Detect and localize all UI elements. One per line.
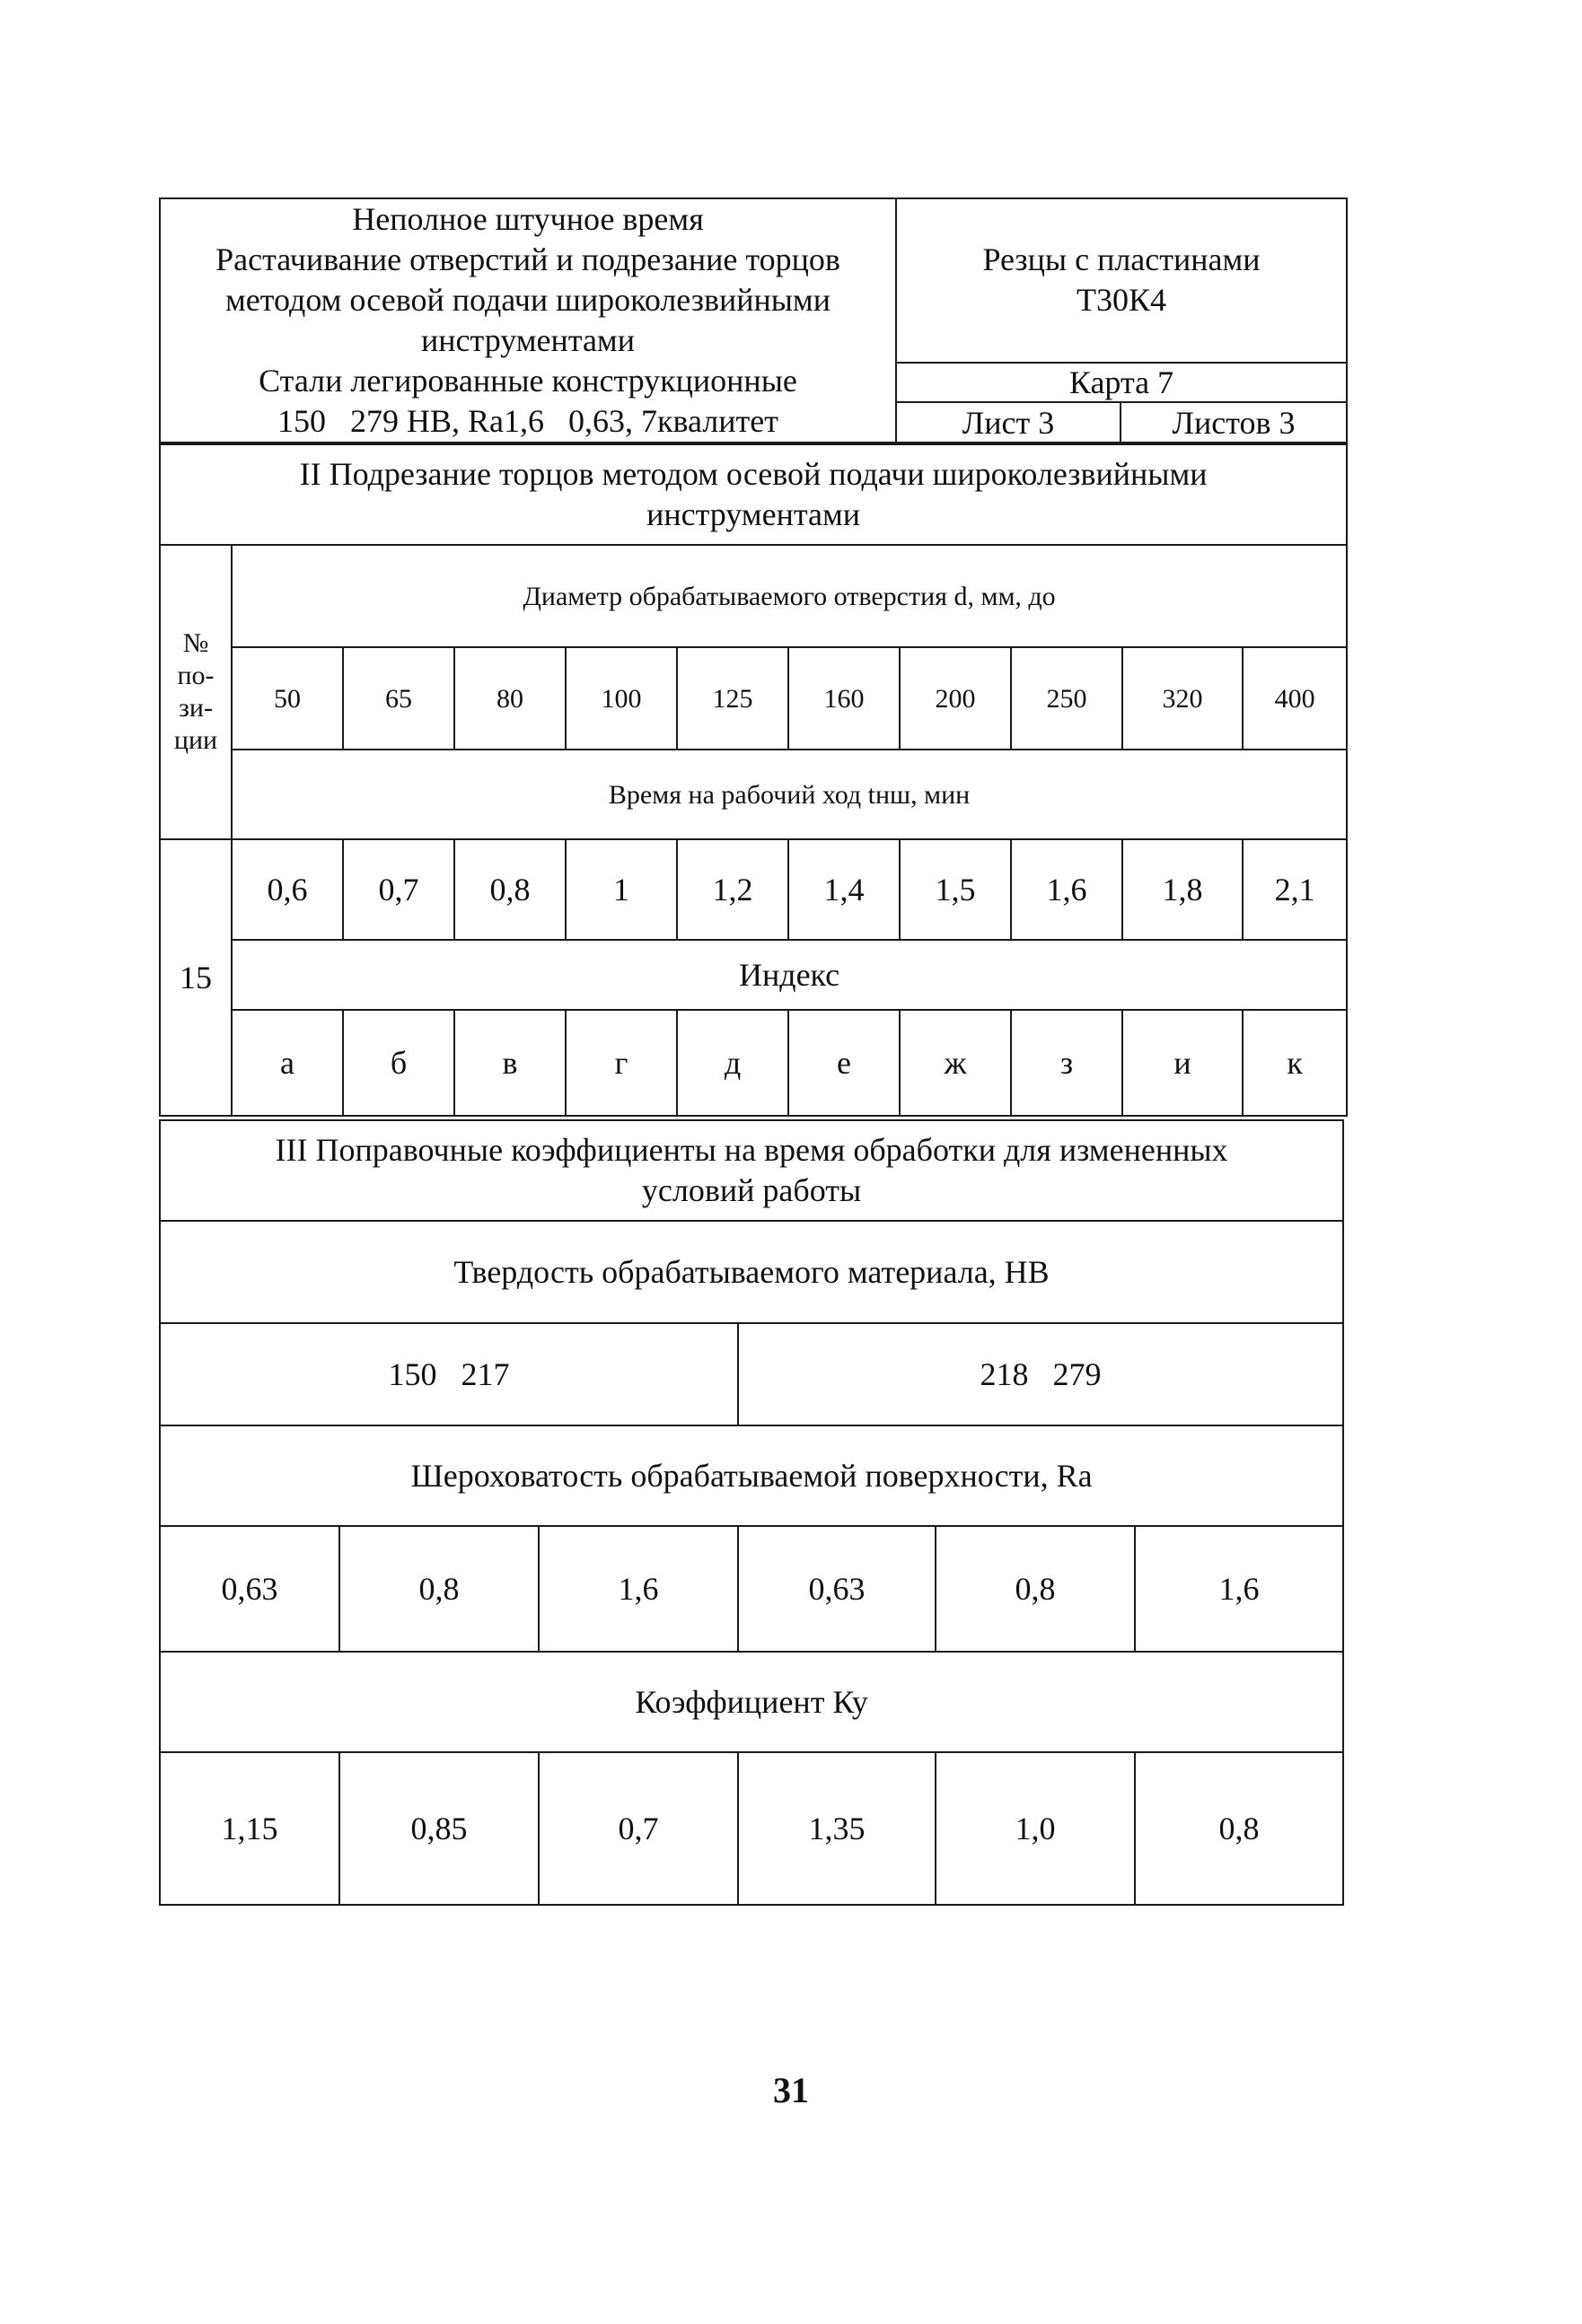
index-value: г xyxy=(566,1010,677,1116)
section-3-title-text: III Поправочные коэффициенты на время обработки для измененных условий работы xyxy=(275,1132,1228,1208)
time-value: 1,2 xyxy=(677,839,788,940)
header-title-line: 150 279 НВ, Ra1,6 0,63, 7квалитет xyxy=(277,403,778,439)
time-value: 1,5 xyxy=(900,839,1011,940)
header-title-cell xyxy=(160,198,896,443)
roughness-value: 0,8 xyxy=(936,1526,1135,1652)
diameter-header: Диаметр обрабатываемого отверстия d, мм, до xyxy=(232,545,1347,647)
diameter-value: 250 xyxy=(1011,647,1122,750)
time-value: 0,6 xyxy=(232,839,343,940)
coef-value: 1,0 xyxy=(936,1752,1135,1905)
time-value: 1,4 xyxy=(788,839,900,940)
section-3-title xyxy=(160,1120,1343,1221)
roughness-value: 0,63 xyxy=(160,1526,339,1652)
sheets-total: Листов 3 xyxy=(1121,402,1347,443)
tool-cell xyxy=(896,198,1347,363)
roughness-value: 1,6 xyxy=(1135,1526,1343,1652)
section-2-title xyxy=(160,444,1347,545)
index-value: ж xyxy=(900,1010,1011,1116)
index-value: б xyxy=(343,1010,454,1116)
position-label xyxy=(160,545,232,839)
coef-value: 0,85 xyxy=(339,1752,539,1905)
index-value: и xyxy=(1122,1010,1243,1116)
diameter-value: 100 xyxy=(566,647,677,750)
section-2-title-text: II Подрезание торцов методом осевой подачи широколезвийными инструментами xyxy=(299,456,1208,532)
diameter-value: 80 xyxy=(454,647,566,750)
coef-value: 0,7 xyxy=(539,1752,738,1905)
header-title-line: Неполное штучное время xyxy=(352,201,704,237)
diameter-value: 50 xyxy=(232,647,343,750)
card-number: Карта 7 xyxy=(896,363,1347,403)
hardness-header: Твердость обрабатываемого материала, НВ xyxy=(160,1221,1343,1323)
index-value: в xyxy=(454,1010,566,1116)
section-2-table xyxy=(159,443,1348,1117)
coef-value: 0,8 xyxy=(1135,1752,1343,1905)
diameter-value: 200 xyxy=(900,647,1011,750)
diameter-value: 65 xyxy=(343,647,454,750)
position-label-text: № по- зи- ции xyxy=(173,628,218,755)
coef-header: Коэффициент Ку xyxy=(160,1652,1343,1752)
sheet-number: Лист 3 xyxy=(896,402,1121,443)
index-value: е xyxy=(788,1010,900,1116)
roughness-value: 1,6 xyxy=(539,1526,738,1652)
position-number: 15 xyxy=(160,839,232,1116)
header-title-line: Растачивание отверстий и подрезание торцов xyxy=(215,241,840,277)
section-3-table xyxy=(159,1119,1344,1906)
index-value: з xyxy=(1011,1010,1122,1116)
roughness-value: 0,8 xyxy=(339,1526,539,1652)
header-title-line: Стали легированные конструкционные xyxy=(259,363,797,399)
tool-text: Резцы с пластинами Т30К4 xyxy=(982,241,1261,319)
header-title-line: методом осевой подачи широколезвийными xyxy=(225,282,831,318)
index-value: а xyxy=(232,1010,343,1116)
diameter-value: 400 xyxy=(1243,647,1347,750)
roughness-value: 0,63 xyxy=(738,1526,936,1652)
time-value: 1,8 xyxy=(1122,839,1243,940)
time-value: 1,6 xyxy=(1011,839,1122,940)
time-value: 1 xyxy=(566,839,677,940)
time-header: Время на рабочий ход tнш, мин xyxy=(232,750,1347,839)
diameter-value: 160 xyxy=(788,647,900,750)
index-value: к xyxy=(1243,1010,1347,1116)
coef-value: 1,15 xyxy=(160,1752,339,1905)
roughness-header: Шероховатость обрабатываемой поверхности, Ra xyxy=(160,1425,1343,1526)
diameter-value: 320 xyxy=(1122,647,1243,750)
page-number: 31 xyxy=(773,2070,809,2110)
time-value: 0,8 xyxy=(454,839,566,940)
hardness-range: 218 279 xyxy=(738,1323,1343,1425)
time-value: 2,1 xyxy=(1243,839,1347,940)
hardness-range: 150 217 xyxy=(160,1323,738,1425)
header-table xyxy=(159,197,1348,443)
index-value: д xyxy=(677,1010,788,1116)
index-header: Индекс xyxy=(232,940,1347,1010)
header-title-line: инструментами xyxy=(421,322,635,358)
diameter-value: 125 xyxy=(677,647,788,750)
time-value: 0,7 xyxy=(343,839,454,940)
coef-value: 1,35 xyxy=(738,1752,936,1905)
